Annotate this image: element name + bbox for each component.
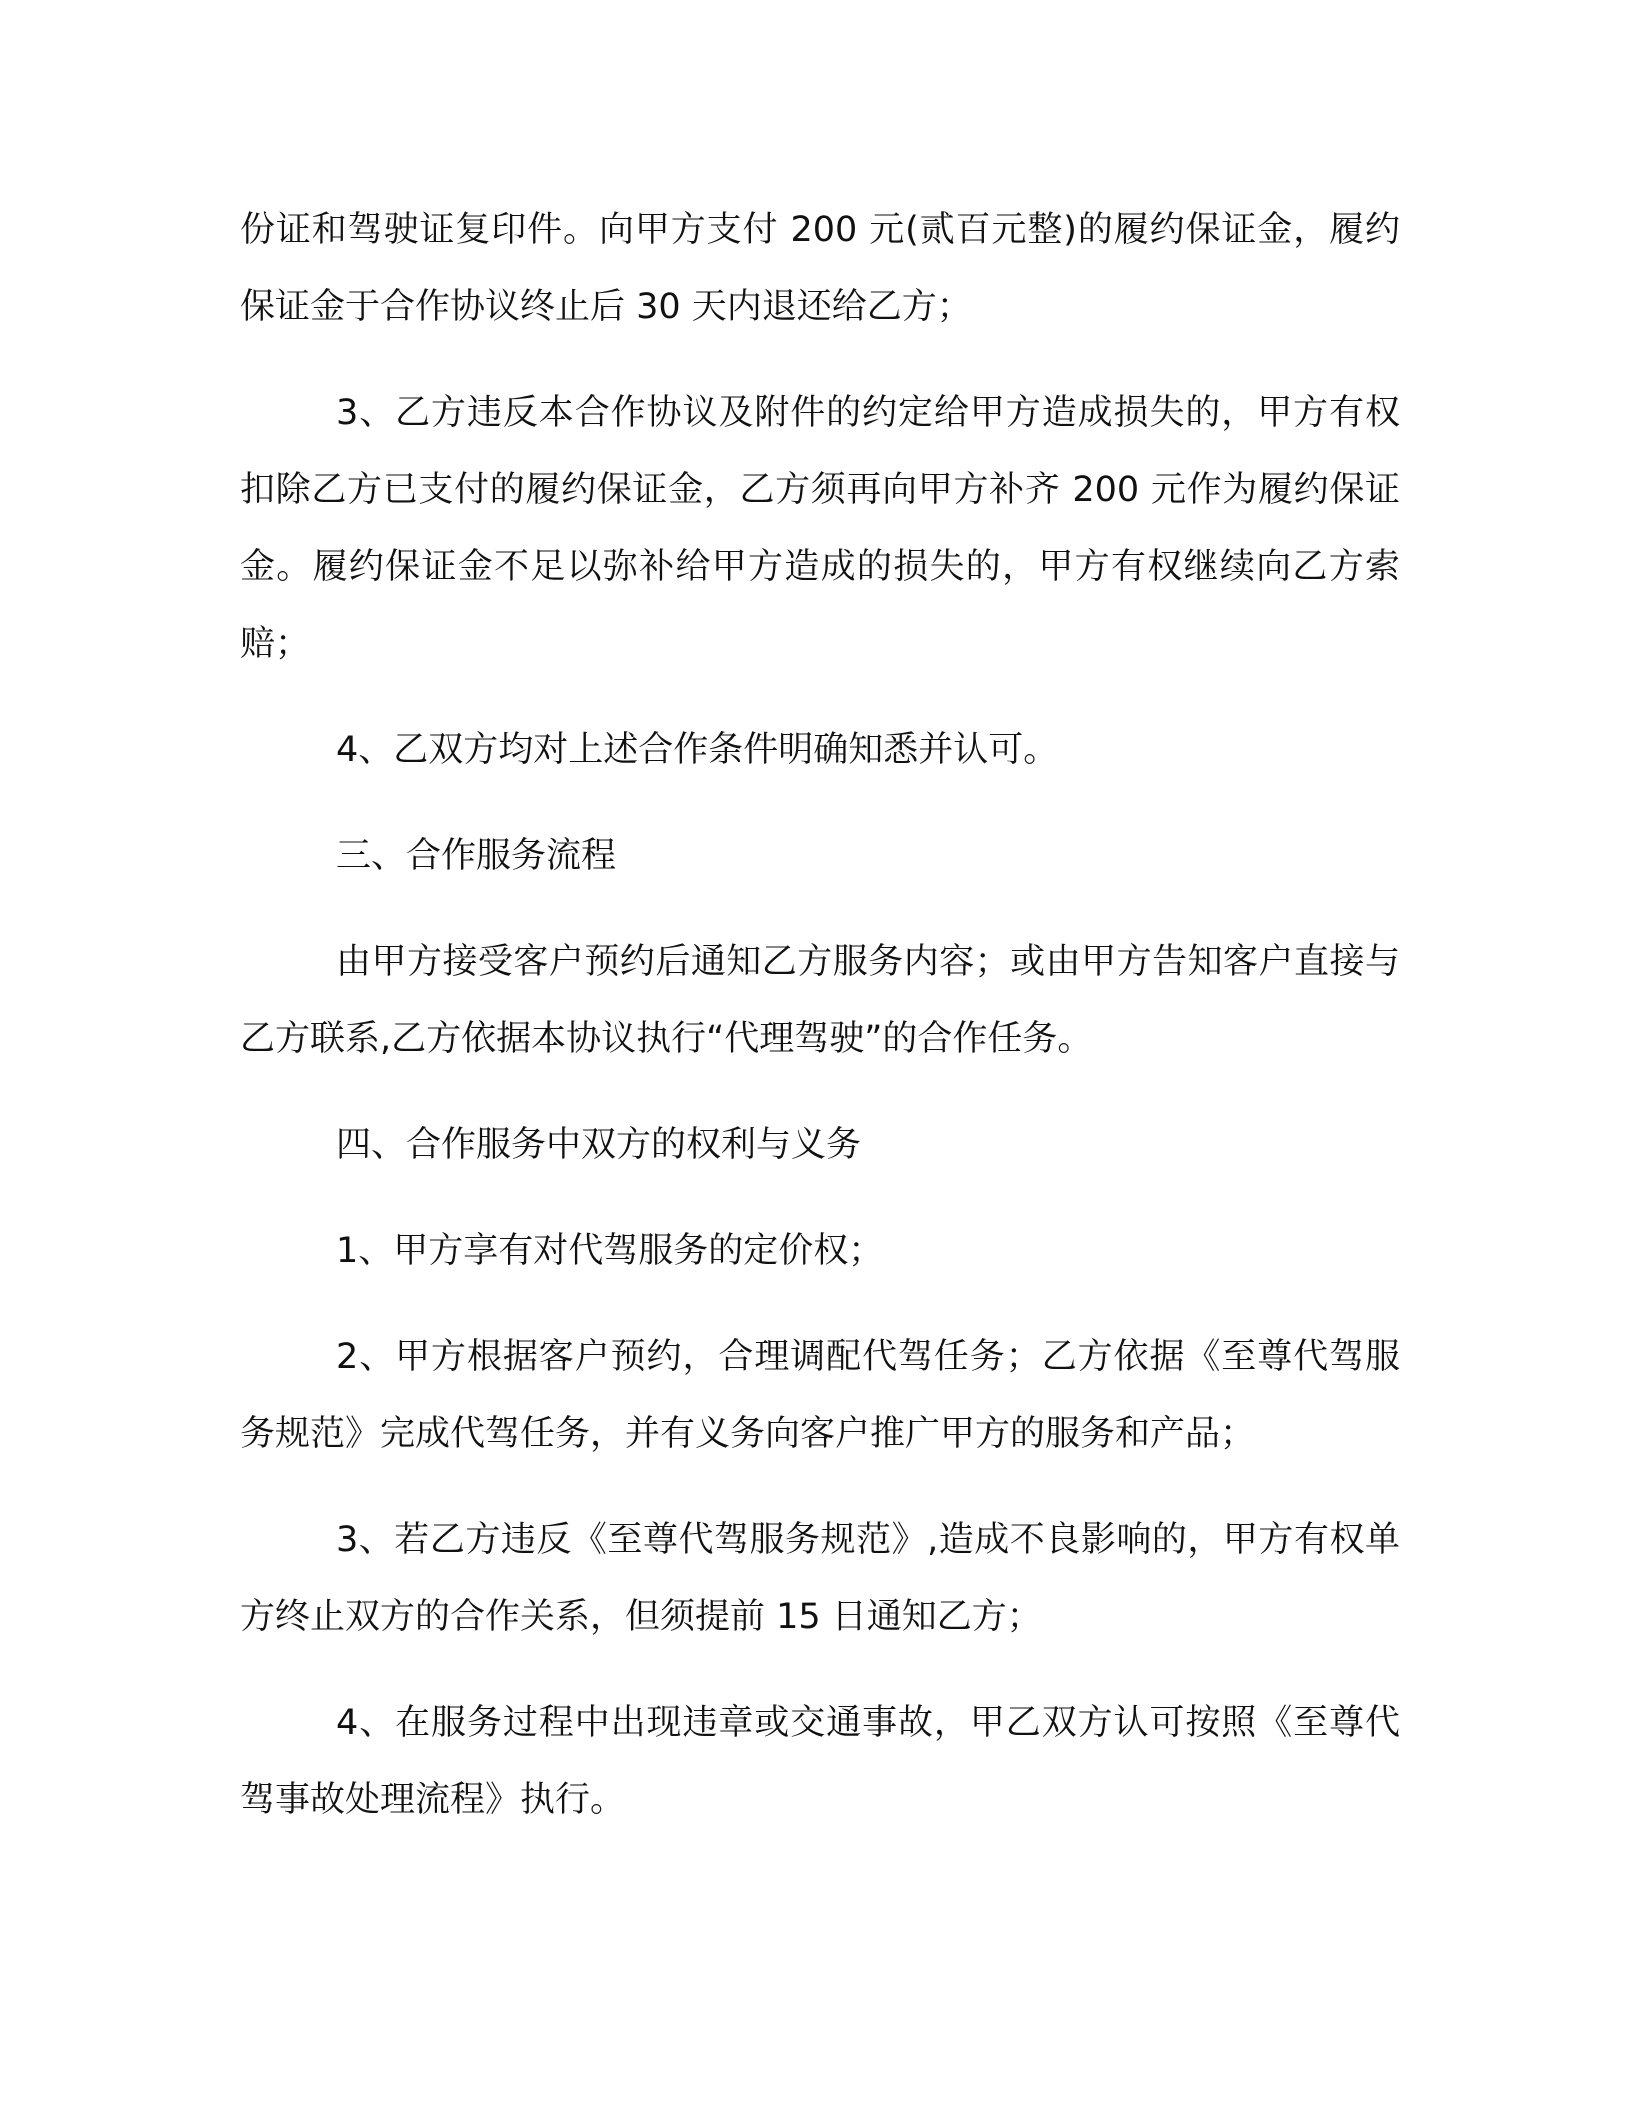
paragraph-rights-4: 4、在服务过程中出现违章或交通事故，甲乙双方认可按照《至尊代驾事故处理流程》执行。 bbox=[240, 1703, 1400, 1820]
paragraph-clause-4-acknowledgement: 4、乙双方均对上述合作条件明确知悉并认可。 bbox=[336, 730, 1059, 770]
document-body bbox=[240, 192, 1400, 1868]
section-heading-service-process: 三、合作服务流程 bbox=[336, 836, 617, 876]
paragraph-rights-3: 3、若乙方违反《至尊代驾服务规范》,造成不良影响的，甲方有权单方终止双方的合作关系，但须提前 15 日通知乙方； bbox=[240, 1520, 1400, 1637]
paragraph-service-process: 由甲方接受客户预约后通知乙方服务内容；或由甲方告知客户直接与乙方联系,乙方依据本协议执行“代理驾驶”的合作任务。 bbox=[240, 942, 1400, 1059]
section-heading-rights-obligations: 四、合作服务中双方的权利与义务 bbox=[336, 1125, 862, 1165]
paragraph-rights-1: 1、甲方享有对代驾服务的定价权； bbox=[336, 1231, 884, 1271]
paragraph-deposit-continuation: 份证和驾驶证复印件。向甲方支付 200 元(贰百元整)的履约保证金，履约保证金于合作协议终止后 30 天内退还给乙方； bbox=[240, 210, 1400, 327]
paragraph-clause-3-breach: 3、乙方违反本合作协议及附件的约定给甲方造成损失的，甲方有权扣除乙方已支付的履约保证金，乙方须再向甲方补齐 200 元作为履约保证金。履约保证金不足以弥补给甲方造成的损失的，甲方有权继续向乙方索赔； bbox=[240, 393, 1400, 664]
paragraph-rights-2: 2、甲方根据客户预约，合理调配代驾任务；乙方依据《至尊代驾服务规范》完成代驾任务，并有义务向客户推广甲方的服务和产品； bbox=[240, 1337, 1400, 1454]
